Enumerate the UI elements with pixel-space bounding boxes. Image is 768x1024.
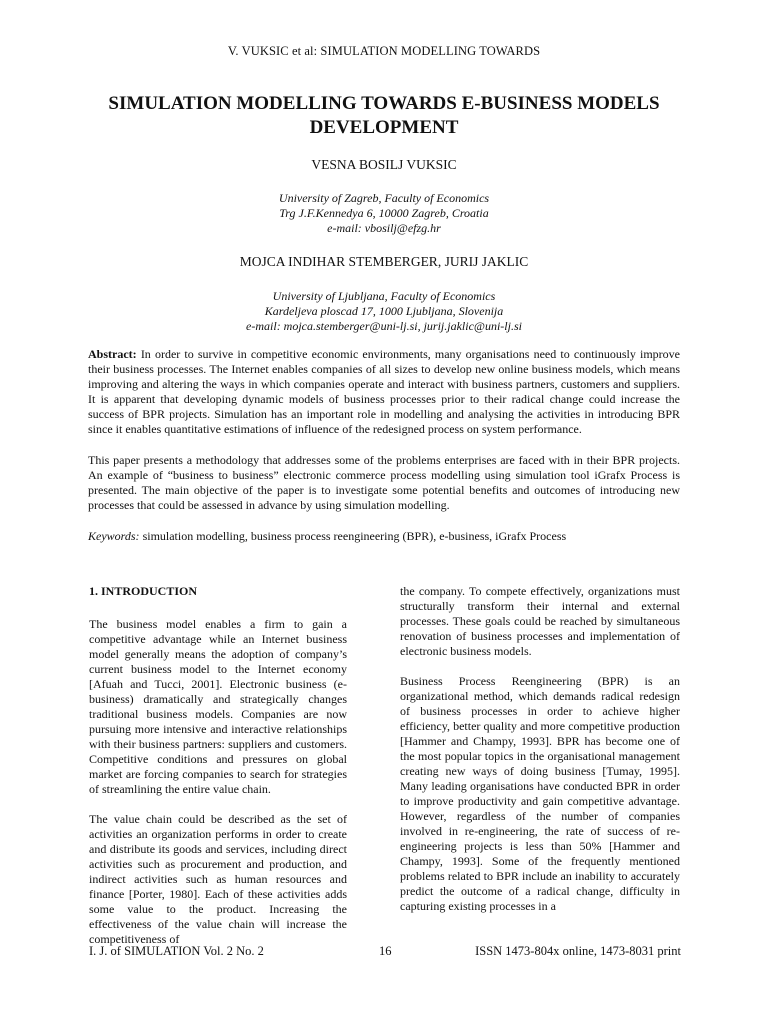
footer-issn: ISSN 1473-804x online, 1473-8031 print (475, 944, 681, 958)
affiliation-2-address: Kardeljeva ploscad 17, 1000 Ljubljana, Slovenija (264, 304, 504, 318)
keywords-line (88, 529, 680, 544)
footer-page-number: 16 (379, 944, 392, 958)
affiliation-2-email: e-mail: mojca.stemberger@uni-lj.si, jurij.jaklic@uni-lj.si (246, 319, 522, 333)
affiliation-1-address: Trg J.F.Kennedya 6, 10000 Zagreb, Croatia (279, 206, 489, 220)
affiliation-2 (0, 289, 768, 334)
running-head: V. VUKSIC et al: SIMULATION MODELLING TOWARDS (227, 44, 541, 58)
page-footer (89, 944, 681, 960)
body-paragraph: Business Process Reengineering (BPR) is an organizational method, which demands radical redesign of business processes in order to achieve higher efficiency, better quality and more competitive production [Hammer and Champy, 1993]. BPR has become one of the most popular topics in the organisational management creating new ways of doing business [Tumay, 1995]. Many leading organisations have conducted BPR in order to improve productivity and gain competitive advantage. However, regardless of the number of companies involved in re-engineering, the rate of success of re-engineering projects is less than 50% [Hammer and Champy, 1993]. Some of the frequently mentioned problems related to BPR include an inability to accurately predict the outcome of a radical change, difficulty in capturing existing processes in a (400, 674, 680, 913)
keywords-text: simulation modelling, business process reengineering (BPR), e-business, iGrafx Process (142, 529, 567, 543)
affiliation-1 (0, 191, 768, 236)
affiliation-1-email: e-mail: vbosilj@efzg.hr (327, 221, 441, 235)
affiliation-2-institution: University of Ljubljana, Faculty of Economics (272, 289, 496, 303)
footer-journal: I. J. of SIMULATION Vol. 2 No. 2 (89, 944, 264, 958)
abstract-paragraph-2: This paper presents a methodology that addresses some of the problems enterprises are faced with in their BPR projects. An example of “business to business” electronic commerce process modelling using simulation tool iGrafx Process is presented. The main objective of the paper is to investigate some potential benefits and outcomes of introducing new processes that could be assessed in advance by using simulation modelling. (88, 453, 680, 512)
left-column (89, 584, 347, 962)
affiliation-1-institution: University of Zagreb, Faculty of Economics (278, 191, 490, 205)
section-heading-introduction: 1. INTRODUCTION (89, 584, 198, 598)
keywords-label: Keywords: (88, 529, 140, 543)
paper-title: SIMULATION MODELLING TOWARDS E-BUSINESS MODELS DEVELOPMENT (108, 93, 660, 138)
right-column (400, 584, 680, 929)
author-line-2: MOJCA INDIHAR STEMBERGER, JURIJ JAKLIC (239, 254, 529, 269)
body-paragraph: the company. To compete effectively, organizations must structurally transform their internal and external processes. These goals could be reached by simultaneous renovation of business processes and implementation of electronic business models. (400, 584, 680, 658)
author-line-1: VESNA BOSILJ VUKSIC (311, 157, 457, 172)
abstract-paragraph (88, 347, 680, 437)
abstract-text: In order to survive in competitive economic environments, many organisations need to continuously improve their business processes. The Internet enables companies of all sizes to develop new online business models, which means improving and altering the ways in which companies operate and interact with business partners, customers and suppliers. It is apparent that developing dynamic models of business processes prior to their radical change could increase the success of BPR projects. Simulation has an important role in modelling and analysing the activities in introducing BPR since it enables quantitative estimations of influence of the redesigned process on system performance. (88, 347, 681, 436)
abstract-section (88, 347, 680, 560)
body-paragraph: The business model enables a firm to gain a competitive advantage while an Internet business model generally means the adoption of company’s current business model to the Internet economy [Afuah and Tucci, 2001]. Electronic business (e-business) dramatically and strategically changes traditional business models. Companies are now pursuing more intensive and interactive relationships with their business partners: suppliers and customers. Competitive conditions and pressures on global market are forcing companies to search for strategies of streamlining the entire value chain. (89, 617, 347, 796)
body-paragraph: The value chain could be described as the set of activities an organization performs in order to create and distribute its goods and services, including direct activities such as procurement and production, and indirect activities such as human resources and finance [Porter, 1980]. Each of these activities adds some value to the product. Increasing the effectiveness of the value chain will increase the competitiveness of (89, 812, 347, 946)
abstract-label: Abstract: (88, 347, 137, 361)
